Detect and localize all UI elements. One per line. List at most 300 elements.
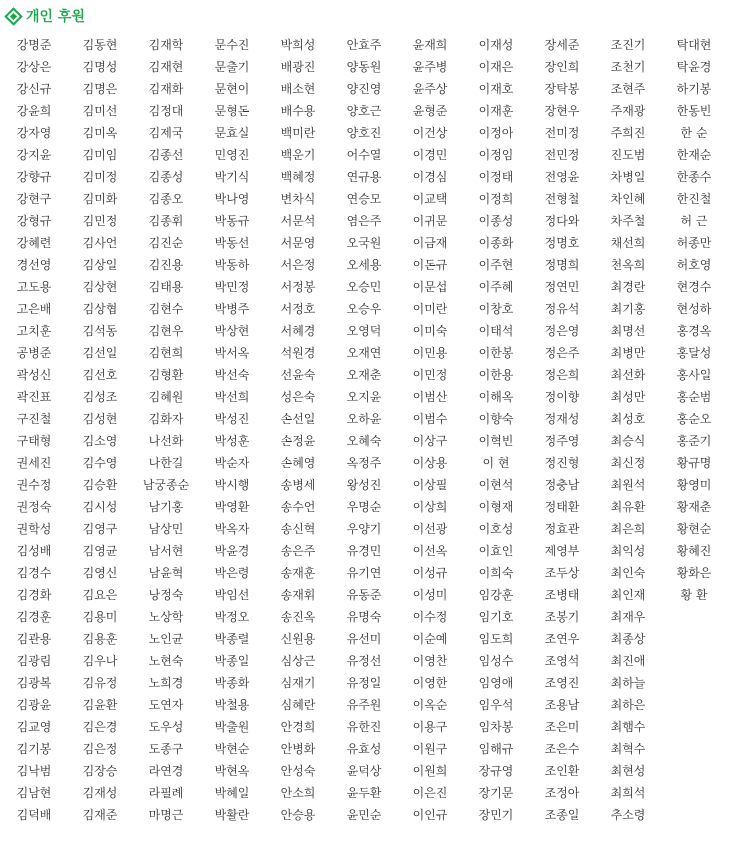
- donor-name: 노현숙: [148, 653, 184, 668]
- donor-name: 우양기: [346, 521, 382, 536]
- donor-name: 백운기: [280, 147, 316, 162]
- donor-name: 박옥자: [214, 521, 250, 536]
- donor-row: [0, 231, 740, 253]
- donor-name: 이형재: [478, 499, 514, 514]
- donor-name: 정효관: [544, 521, 580, 536]
- donor-name: 김종성: [148, 169, 184, 184]
- donor-name: 박성훈: [214, 433, 250, 448]
- donor-name: 김은경: [82, 719, 118, 734]
- donor-name: 고치훈: [16, 323, 52, 338]
- donor-name: 이창호: [478, 301, 514, 316]
- donor-name: 이순예: [412, 631, 448, 646]
- donor-name: 정명희: [544, 257, 580, 272]
- donor-name: 조영진: [544, 675, 580, 690]
- donor-name: 박나영: [214, 191, 250, 206]
- donor-name: 이인규: [412, 807, 448, 822]
- donor-name: 정이향: [544, 389, 580, 404]
- donor-name: 김광림: [16, 653, 52, 668]
- donor-name: 강현구: [16, 191, 52, 206]
- donor-name: 김선일: [82, 345, 118, 360]
- donor-name: 송수언: [280, 499, 316, 514]
- donor-name: 오지윤: [346, 389, 382, 404]
- donor-name: 이종성: [478, 213, 514, 228]
- donor-name: 이범수: [412, 411, 448, 426]
- donor-name: 김현희: [148, 345, 184, 360]
- donor-name: 박선숙: [214, 367, 250, 382]
- donor-row: [0, 55, 740, 77]
- donor-name: 유정일: [346, 675, 382, 690]
- donor-name: 노희경: [148, 675, 184, 690]
- donor-name: 낭정숙: [148, 587, 184, 602]
- donor-name: 박성진: [214, 411, 250, 426]
- donor-name: 이정희: [478, 191, 514, 206]
- donor-name: 김성배: [16, 543, 52, 558]
- donor-name: 김남현: [16, 785, 52, 800]
- donor-name: 이돈규: [412, 257, 448, 272]
- donor-name: 이현석: [478, 477, 514, 492]
- donor-name: 임강훈: [478, 587, 514, 602]
- donor-name: 김재성: [82, 785, 118, 800]
- donor-name: 박선희: [214, 389, 250, 404]
- donor-name: 이민정: [412, 367, 448, 382]
- donor-row: [0, 209, 740, 231]
- donor-name: 박혜일: [214, 785, 250, 800]
- donor-name: 김진순: [148, 235, 184, 250]
- donor-name: 장현우: [544, 103, 580, 118]
- donor-name: 배광진: [280, 59, 316, 74]
- donor-name: 염은주: [346, 213, 382, 228]
- donor-name: 이경심: [412, 169, 448, 184]
- donor-name: 김은정: [82, 741, 118, 756]
- donor-name: 제영부: [544, 543, 580, 558]
- donor-name: 유경민: [346, 543, 382, 558]
- donor-name: 이귀문: [412, 213, 448, 228]
- donor-name: 공병준: [16, 345, 52, 360]
- donor-name: 김명성: [82, 59, 118, 74]
- donor-name: 권수정: [16, 477, 52, 492]
- donor-name: 이정임: [478, 147, 514, 162]
- donor-name: 노인균: [148, 631, 184, 646]
- donor-name: 박동규: [214, 213, 250, 228]
- donor-name: 서문석: [280, 213, 316, 228]
- donor-name: 임우석: [478, 697, 514, 712]
- donor-name: 김광윤: [16, 697, 52, 712]
- donor-name: 김우나: [82, 653, 118, 668]
- donor-name: 조정아: [544, 785, 580, 800]
- donor-name: 허 근: [680, 213, 708, 228]
- donor-row: [0, 275, 740, 297]
- donor-name: 김석동: [82, 323, 118, 338]
- donor-name: 최진애: [610, 653, 646, 668]
- donor-name: 정명호: [544, 235, 580, 250]
- donor-name: 권정숙: [16, 499, 52, 514]
- donor-name: 고은배: [16, 301, 52, 316]
- donor-name: 송재훈: [280, 565, 316, 580]
- donor-name: 이선옥: [412, 543, 448, 558]
- donor-name: 강윤희: [16, 103, 52, 118]
- donor-row: [0, 627, 740, 649]
- donor-name: 김재현: [148, 59, 184, 74]
- donor-name: 최선화: [610, 367, 646, 382]
- donor-name: 박윤경: [214, 543, 250, 558]
- donor-name: 이한봉: [478, 345, 514, 360]
- donor-row: [0, 517, 740, 539]
- donor-name: 남상민: [148, 521, 184, 536]
- donor-name: 유명숙: [346, 609, 382, 624]
- donor-name: 한진철: [676, 191, 712, 206]
- donor-name: 민영진: [214, 147, 250, 162]
- donor-name: 조병태: [544, 587, 580, 602]
- donor-name: 김진용: [148, 257, 184, 272]
- donor-name: 김성현: [82, 411, 118, 426]
- donor-name: 유동준: [346, 587, 382, 602]
- donor-name: 박서옥: [214, 345, 250, 360]
- donor-name: 임해규: [478, 741, 514, 756]
- donor-name: 권세진: [16, 455, 52, 470]
- donor-name: 이상희: [412, 499, 448, 514]
- donor-name: 이혁빈: [478, 433, 514, 448]
- donor-name: 박출원: [214, 719, 250, 734]
- donor-name: 우명순: [346, 499, 382, 514]
- donor-row: [0, 473, 740, 495]
- donor-name: 하기봉: [676, 81, 712, 96]
- donor-name: 어수열: [346, 147, 382, 162]
- donor-name: 정진형: [544, 455, 580, 470]
- donor-name: 최하늘: [610, 675, 646, 690]
- donor-name: 연승모: [346, 191, 382, 206]
- donor-row: [0, 715, 740, 737]
- donor-name: 최인재: [610, 587, 646, 602]
- donor-name: 도연자: [148, 697, 184, 712]
- donor-name: 조은미: [544, 719, 580, 734]
- donor-name: 현경수: [676, 279, 712, 294]
- donor-row: [0, 407, 740, 429]
- donor-name: 서혜경: [280, 323, 316, 338]
- donor-name: 황재춘: [676, 499, 712, 514]
- donor-name: 윤형준: [412, 103, 448, 118]
- donor-name: 김현우: [148, 323, 184, 338]
- donor-name: 조용남: [544, 697, 580, 712]
- donor-name: 나선화: [148, 433, 184, 448]
- donor-name: 한재순: [676, 147, 712, 162]
- donor-name: 황혜진: [676, 543, 712, 558]
- donor-name: 조현주: [610, 81, 646, 96]
- donor-name: 윤재희: [412, 37, 448, 52]
- donor-name: 최익성: [610, 543, 646, 558]
- donor-name: 송병세: [280, 477, 316, 492]
- donor-row: [0, 759, 740, 781]
- donor-name: 고도용: [16, 279, 52, 294]
- donor-name: 김현수: [148, 301, 184, 316]
- donor-name: 곽성신: [16, 367, 52, 382]
- donor-name: 김영구: [82, 521, 118, 536]
- donor-name: 김성조: [82, 389, 118, 404]
- donor-name: 서정봉: [280, 279, 316, 294]
- donor-name: 추소령: [610, 807, 646, 822]
- donor-name: 최희석: [610, 785, 646, 800]
- donor-name: 김동현: [82, 37, 118, 52]
- donor-name: 석원경: [280, 345, 316, 360]
- donor-name: 서문영: [280, 235, 316, 250]
- donor-name: 오국원: [346, 235, 382, 250]
- donor-name: 남윤혁: [148, 565, 184, 580]
- donor-name: 이민용: [412, 345, 448, 360]
- donor-name: 윤주상: [412, 81, 448, 96]
- donor-name: 박활란: [214, 807, 250, 822]
- donor-name: 김경훈: [16, 609, 52, 624]
- donor-row: [0, 77, 740, 99]
- donor-name: 이원희: [412, 763, 448, 778]
- donor-name: 박종렬: [214, 631, 250, 646]
- donor-name: 김시성: [82, 499, 118, 514]
- donor-name: 이교택: [412, 191, 448, 206]
- donor-name: 이문섭: [412, 279, 448, 294]
- donor-name: 이미숙: [412, 323, 448, 338]
- donor-name: 탁대현: [676, 37, 712, 52]
- donor-name: 안경희: [280, 719, 316, 734]
- donor-name: 유정선: [346, 653, 382, 668]
- donor-name: 남서현: [148, 543, 184, 558]
- donor-name: 이상구: [412, 433, 448, 448]
- donor-name: 문출기: [214, 59, 250, 74]
- donor-name: 옥정주: [346, 455, 382, 470]
- donor-name: 구태형: [16, 433, 52, 448]
- donor-name: 남궁종순: [142, 477, 190, 492]
- donor-name: 강신규: [16, 81, 52, 96]
- donor-name: 오세용: [346, 257, 382, 272]
- donor-name: 이금재: [412, 235, 448, 250]
- donor-name: 홍달성: [676, 345, 712, 360]
- donor-name: 장세준: [544, 37, 580, 52]
- donor-name: 이주혜: [478, 279, 514, 294]
- donor-row: [0, 99, 740, 121]
- donor-name: 허호영: [676, 257, 712, 272]
- donor-row: [0, 33, 740, 55]
- donor-name: 이효인: [478, 543, 514, 558]
- donor-name: 유주원: [346, 697, 382, 712]
- donor-name: 김용훈: [82, 631, 118, 646]
- donor-name: 김형환: [148, 367, 184, 382]
- section-heading: [3, 6, 85, 26]
- donor-name: 송진옥: [280, 609, 316, 624]
- donor-name: 장규영: [478, 763, 514, 778]
- donor-name: 홍준기: [676, 433, 712, 448]
- donor-name: 남기홍: [148, 499, 184, 514]
- donor-name: 임차봉: [478, 719, 514, 734]
- donor-name: 이옥순: [412, 697, 448, 712]
- donor-name: 라필례: [148, 785, 184, 800]
- donor-name: 라연경: [148, 763, 184, 778]
- donor-name: 주희진: [610, 125, 646, 140]
- donor-name: 최재우: [610, 609, 646, 624]
- donor-row: [0, 605, 740, 627]
- donor-name: 천옥희: [610, 257, 646, 272]
- donor-name: 강형규: [16, 213, 52, 228]
- donor-name: 김재화: [148, 81, 184, 96]
- donor-name: 왕성진: [346, 477, 382, 492]
- donor-name: 최은희: [610, 521, 646, 536]
- donor-name: 노상학: [148, 609, 184, 624]
- donor-name: 최경란: [610, 279, 646, 294]
- donor-row: [0, 495, 740, 517]
- donor-name: 안병화: [280, 741, 316, 756]
- donor-name: 유한진: [346, 719, 382, 734]
- donor-name: 박순자: [214, 455, 250, 470]
- donor-name: 송은주: [280, 543, 316, 558]
- donor-name: 김경수: [16, 565, 52, 580]
- donor-name: 송신혁: [280, 521, 316, 536]
- donor-row: [0, 341, 740, 363]
- donor-name: 김정대: [148, 103, 184, 118]
- donor-name: 김제국: [148, 125, 184, 140]
- donor-name: 윤민순: [346, 807, 382, 822]
- donor-name: 김유정: [82, 675, 118, 690]
- donor-name: 정은주: [544, 345, 580, 360]
- donor-name: 연규용: [346, 169, 382, 184]
- donor-name: 김낙범: [16, 763, 52, 778]
- donor-name: 이정아: [478, 125, 514, 140]
- donor-name: 오하윤: [346, 411, 382, 426]
- donor-name: 전미정: [544, 125, 580, 140]
- donor-name: 이성규: [412, 565, 448, 580]
- donor-name: 오승민: [346, 279, 382, 294]
- donor-row: [0, 187, 740, 209]
- donor-name: 박기식: [214, 169, 250, 184]
- donor-name: 최종상: [610, 631, 646, 646]
- donor-row: [0, 451, 740, 473]
- donor-name: 김영균: [82, 543, 118, 558]
- donor-name: 손혜영: [280, 455, 316, 470]
- donor-name: 이 현: [482, 455, 510, 470]
- donor-name: 이정태: [478, 169, 514, 184]
- donor-name: 장기문: [478, 785, 514, 800]
- donor-name: 이은진: [412, 785, 448, 800]
- donor-row: [0, 121, 740, 143]
- donor-name: 박현순: [214, 741, 250, 756]
- donor-name: 박정오: [214, 609, 250, 624]
- donor-name: 장탁봉: [544, 81, 580, 96]
- donor-name: 오재춘: [346, 367, 382, 382]
- donor-name: 김종오: [148, 191, 184, 206]
- donor-name: 송재휘: [280, 587, 316, 602]
- donor-name: 강지윤: [16, 147, 52, 162]
- donor-name: 박병주: [214, 301, 250, 316]
- donor-name: 김선호: [82, 367, 118, 382]
- donor-name: 오영덕: [346, 323, 382, 338]
- donor-name: 정연민: [544, 279, 580, 294]
- donor-name: 김사언: [82, 235, 118, 250]
- donor-name: 도우성: [148, 719, 184, 734]
- donor-name: 서정호: [280, 301, 316, 316]
- donor-name: 이범산: [412, 389, 448, 404]
- donor-name: 구진철: [16, 411, 52, 426]
- donor-name: 박동선: [214, 235, 250, 250]
- donor-name: 신원용: [280, 631, 316, 646]
- donor-row: [0, 297, 740, 319]
- donor-name: 최기홍: [610, 301, 646, 316]
- donor-name: 문현이: [214, 81, 250, 96]
- donor-name: 한 순: [680, 125, 708, 140]
- donor-name: 정태환: [544, 499, 580, 514]
- donor-name: 전민정: [544, 147, 580, 162]
- donor-name: 박은령: [214, 565, 250, 580]
- donor-name: 안소희: [280, 785, 316, 800]
- donor-name: 김태용: [148, 279, 184, 294]
- donor-name: 이미란: [412, 301, 448, 316]
- donor-name: 윤주병: [412, 59, 448, 74]
- donor-row: [0, 143, 740, 165]
- donor-name: 강향규: [16, 169, 52, 184]
- donor-name: 김영신: [82, 565, 118, 580]
- donor-name: 박임선: [214, 587, 250, 602]
- donor-name: 유기연: [346, 565, 382, 580]
- donor-name: 권학성: [16, 521, 52, 536]
- donor-name: 문수진: [214, 37, 250, 52]
- donor-name: 이용구: [412, 719, 448, 734]
- donor-name: 박동하: [214, 257, 250, 272]
- donor-name: 김상현: [82, 279, 118, 294]
- donor-name: 이영한: [412, 675, 448, 690]
- donor-name: 탁윤경: [676, 59, 712, 74]
- donor-name: 김소영: [82, 433, 118, 448]
- donor-name: 박상현: [214, 323, 250, 338]
- donor-name: 강명준: [16, 37, 52, 52]
- donor-name: 이상필: [412, 477, 448, 492]
- donor-name: 김재학: [148, 37, 184, 52]
- donor-row: [0, 539, 740, 561]
- donor-row: [0, 583, 740, 605]
- donor-name: 김광복: [16, 675, 52, 690]
- donor-name: 곽진표: [16, 389, 52, 404]
- donor-name: 김미선: [82, 103, 118, 118]
- donor-name: 이한용: [478, 367, 514, 382]
- donor-name: 최성만: [610, 389, 646, 404]
- donor-name: 최현성: [610, 763, 646, 778]
- donor-name: 김교영: [16, 719, 52, 734]
- donor-name: 도종구: [148, 741, 184, 756]
- donor-name: 장인희: [544, 59, 580, 74]
- donor-name: 차인혜: [610, 191, 646, 206]
- donor-row: [0, 165, 740, 187]
- donor-name: 윤두환: [346, 785, 382, 800]
- donor-name: 최승식: [610, 433, 646, 448]
- donor-name: 오재연: [346, 345, 382, 360]
- donor-name: 김수영: [82, 455, 118, 470]
- donor-name: 조인환: [544, 763, 580, 778]
- donor-name: 김요은: [82, 587, 118, 602]
- donor-row: [0, 363, 740, 385]
- donor-name: 오승우: [346, 301, 382, 316]
- donor-name: 이재은: [478, 59, 514, 74]
- donor-name: 임성수: [478, 653, 514, 668]
- donor-name: 백혜정: [280, 169, 316, 184]
- donor-name: 전형철: [544, 191, 580, 206]
- donor-name: 김명은: [82, 81, 118, 96]
- donor-name: 심상근: [280, 653, 316, 668]
- donor-row: [0, 649, 740, 671]
- donor-name: 백미란: [280, 125, 316, 140]
- donor-name: 조진기: [610, 37, 646, 52]
- donor-name: 양동원: [346, 59, 382, 74]
- donor-name: 이성미: [412, 587, 448, 602]
- donor-name: 김장승: [82, 763, 118, 778]
- donor-row: [0, 429, 740, 451]
- donor-name: 이해옥: [478, 389, 514, 404]
- donor-name: 차주철: [610, 213, 646, 228]
- donor-name: 최혁수: [610, 741, 646, 756]
- donor-name: 김덕배: [16, 807, 52, 822]
- donor-name: 윤덕상: [346, 763, 382, 778]
